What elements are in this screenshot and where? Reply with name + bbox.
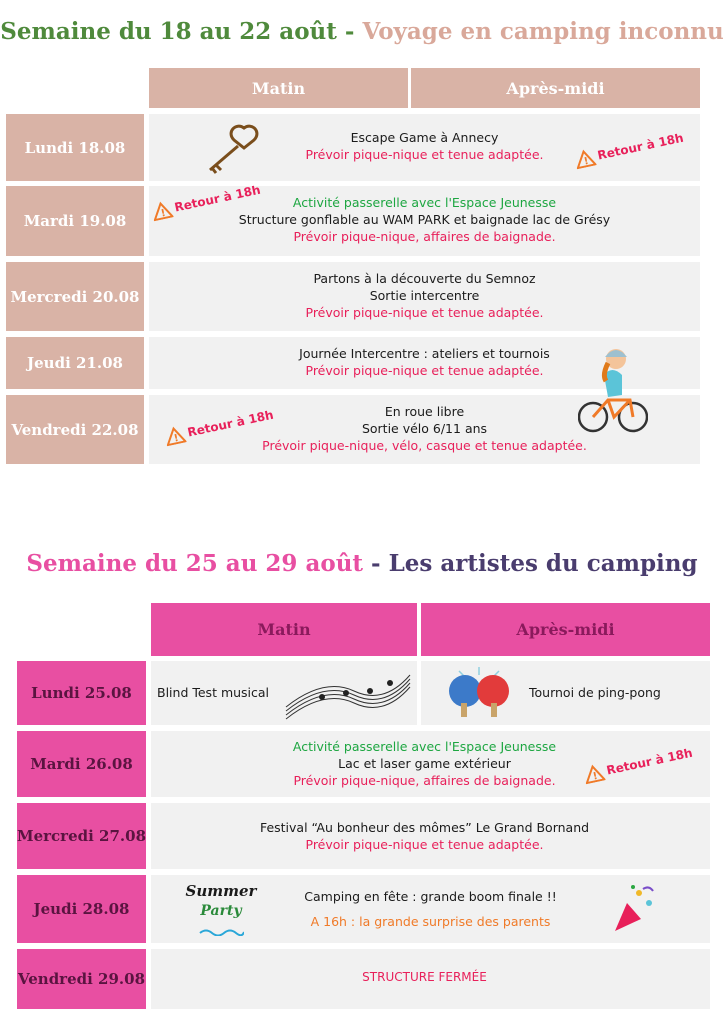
- party-popper-icon: [609, 883, 657, 935]
- week2-day-friday: Vendredi 29.08: [17, 949, 146, 1009]
- week1-monday-line1: Escape Game à Annecy: [350, 130, 499, 145]
- cyclist-girl-icon: [578, 345, 648, 435]
- week1-friday-line1: En roue libre: [384, 404, 465, 419]
- svg-text:!: !: [159, 207, 167, 220]
- week1-day-thursday: Jeudi 21.08: [6, 337, 144, 389]
- week2-row-thursday: [151, 875, 710, 943]
- week2-tuesday-line2: Lac et laser game extérieur: [338, 756, 511, 771]
- week1-friday-line2: Sortie vélo 6/11 ans: [361, 421, 488, 436]
- week2-wednesday-line2: Prévoir pique-nique et tenue adaptée.: [305, 837, 544, 852]
- week2-friday-closed-text: STRUCTURE FERMÉE: [362, 970, 487, 984]
- week2-tuesday-return-text: Retour à 18h: [605, 745, 694, 778]
- summer-party-logo-line2: Party: [200, 903, 242, 919]
- week2-day-thursday: Jeudi 28.08: [17, 875, 146, 943]
- week1-tuesday-line1: Activité passerelle avec l'Espace Jeunesse: [292, 195, 557, 210]
- summer-party-logo-line1: Summer: [185, 882, 257, 900]
- week1-title-theme: Voyage en camping inconnu: [362, 18, 724, 45]
- week1-wednesday-line3: Prévoir pique-nique et tenue adaptée.: [305, 305, 544, 320]
- week2-monday-morning-text: Blind Test musical: [157, 685, 270, 700]
- week2-row-friday: [151, 949, 710, 1009]
- week1-day-tuesday: Mardi 19.08: [6, 186, 144, 256]
- ping-pong-icon: [439, 665, 519, 721]
- week2-day-monday: Lundi 25.08: [17, 661, 146, 725]
- week2-title-dates: Semaine du 25 au 29 août: [26, 550, 364, 577]
- week1-monday-return-text: Retour à 18h: [596, 130, 685, 163]
- week1-wednesday-line1: Partons à la découverte du Semnoz: [313, 271, 536, 286]
- week1-day-wednesday: Mercredi 20.08: [6, 262, 144, 331]
- week1-thursday-line1: Journée Intercentre : ateliers et tournois: [299, 346, 550, 361]
- week2-row-monday-afternoon: [421, 661, 710, 725]
- week1-row-wednesday: [149, 262, 700, 331]
- svg-text:!: !: [582, 155, 590, 168]
- week1-day-friday: Vendredi 22.08: [6, 395, 144, 464]
- week1-monday-line2: Prévoir pique-nique et tenue adaptée.: [305, 147, 544, 162]
- week1-tuesday-line3: Prévoir pique-nique, affaires de baignade.: [293, 229, 556, 244]
- svg-text:!: !: [591, 770, 599, 783]
- week2-tuesday-line3: Prévoir pique-nique, affaires de baignade.: [293, 773, 556, 788]
- week1-title-dates: Semaine du 18 au 22 août: [0, 18, 337, 45]
- week2-row-tuesday: [151, 731, 710, 797]
- week1-thursday-line2: Prévoir pique-nique et tenue adaptée.: [305, 363, 544, 378]
- week1-tuesday-line2: Structure gonflable au WAM PARK et baignade lac de Grésy: [238, 212, 611, 227]
- week2-day-tuesday: Mardi 26.08: [17, 731, 146, 797]
- week2-header-afternoon: Après-midi: [421, 603, 710, 656]
- week1-header-morning: Matin: [149, 68, 408, 108]
- week1-friday-line3: Prévoir pique-nique, vélo, casque et tenue adaptée.: [262, 438, 587, 453]
- week1-header-afternoon: Après-midi: [411, 68, 700, 108]
- week1-tuesday-return-text: Retour à 18h: [173, 182, 262, 215]
- week1-wednesday-line2: Sortie intercentre: [369, 288, 480, 303]
- music-notes-icon: [284, 667, 412, 721]
- svg-text:!: !: [172, 432, 180, 445]
- week2-title: [0, 550, 724, 577]
- week2-title-separator: -: [363, 550, 389, 577]
- week2-title-theme: Les artistes du camping: [388, 550, 698, 577]
- week1-row-monday: [149, 114, 700, 181]
- week2-day-wednesday: Mercredi 27.08: [17, 803, 146, 869]
- warning-icon: [573, 148, 596, 170]
- week2-thursday-line2: A 16h : la grande surprise des parents: [310, 914, 551, 929]
- week2-monday-afternoon-text: Tournoi de ping-pong: [529, 685, 661, 700]
- week2-thursday-line1: Camping en fête : grande boom finale !!: [304, 889, 557, 904]
- week1-friday-return-text: Retour à 18h: [186, 407, 275, 440]
- week1-title: [0, 18, 724, 45]
- week2-tuesday-line1: Activité passerelle avec l'Espace Jeunesse: [292, 739, 557, 754]
- week1-day-monday: Lundi 18.08: [6, 114, 144, 181]
- week1-row-tuesday: [149, 182, 700, 256]
- week2-row-monday-morning: [151, 661, 417, 725]
- week1-title-separator: -: [336, 18, 363, 45]
- week2-row-wednesday: [151, 803, 710, 869]
- week2-wednesday-line1: Festival “Au bonheur des mômes” Le Grand Bornand: [259, 820, 590, 835]
- week2-header-morning: Matin: [151, 603, 417, 656]
